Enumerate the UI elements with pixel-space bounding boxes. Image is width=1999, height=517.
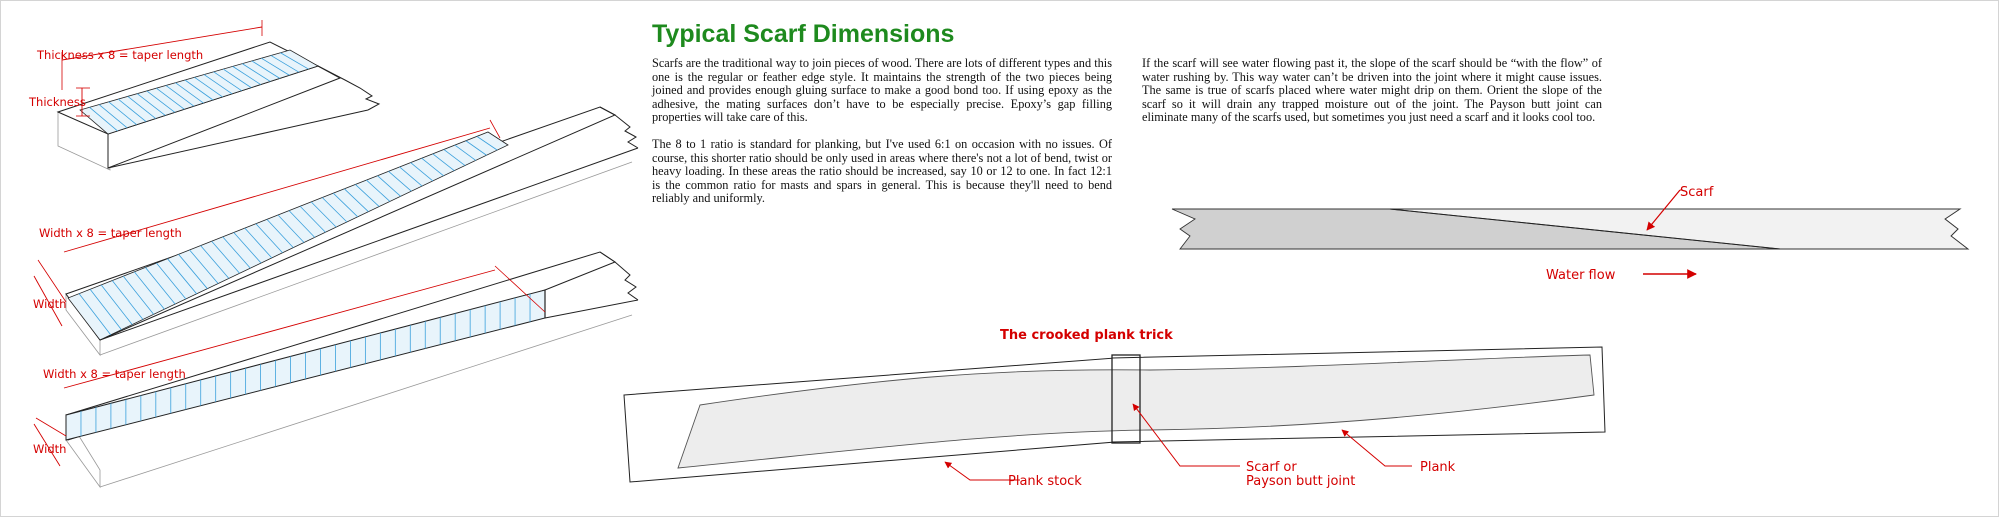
label-width-1: Width (33, 297, 67, 311)
text-column-right (1142, 57, 1602, 138)
crooked-plank-title: The crooked plank trick (1000, 328, 1173, 343)
paragraph: The 8 to 1 ratio is standard for planking, but I've used 6:1 on occasion with no issues. Of course, this shorter ratio should be only used in areas where there's not a lot of bend, twist or heavy loading. In these areas the ratio should be increased, say 10 or 12 to one. In fact 12:1 is the common ratio for masts and spars in general. This is because they'll need to bend reliably and uniformly. (652, 136, 1112, 206)
label-thickness-taper: Thickness x 8 = taper length (37, 48, 204, 62)
label-payson-butt-joint: Payson butt joint (1246, 474, 1356, 489)
label-water-flow: Water flow (1546, 268, 1616, 283)
label-scarf: Scarf (1680, 185, 1714, 200)
label-thickness: Thickness (29, 95, 86, 109)
thickness-scarf-diagram (28, 20, 379, 170)
label-width-taper-2: Width x 8 = taper length (43, 367, 186, 381)
water-flow-scarf-diagram (1172, 185, 1968, 283)
crooked-plank-diagram (624, 328, 1605, 489)
paragraph: If the scarf will see water flowing past it, the slope of the scarf should be “with the flow” of water rushing by. This way water can’t be driven into the joint where it might cause issues. The same is true of scarfs placed where water might drip on them. Orient the slope of the scarf so it will drain any trapped moisture out of the joint. The Payson butt joint can eliminate many of the scarfs used, but sometimes you just need a scarf and it looks cool too. (1142, 56, 1602, 125)
label-scarf-or: Scarf or (1246, 460, 1297, 475)
label-plank-stock: Plank stock (1008, 474, 1082, 489)
label-width-taper-1: Width x 8 = taper length (39, 226, 182, 240)
paragraph: Scarfs are the traditional way to join pieces of wood. There are lots of different types and this one is the regular or feather edge style. It maintains the strength of the two pieces being joined and provides enough gluing surface to make a good bond too. If using epoxy as the adhesive, the mating surfaces don’t have to be especially precise. Epoxy’s gap filling properties will take care of this. (652, 56, 1112, 125)
page-title: Typical Scarf Dimensions (652, 20, 955, 48)
text-column-left (652, 57, 1112, 219)
label-width-2: Width (33, 442, 67, 456)
label-plank: Plank (1420, 460, 1456, 475)
